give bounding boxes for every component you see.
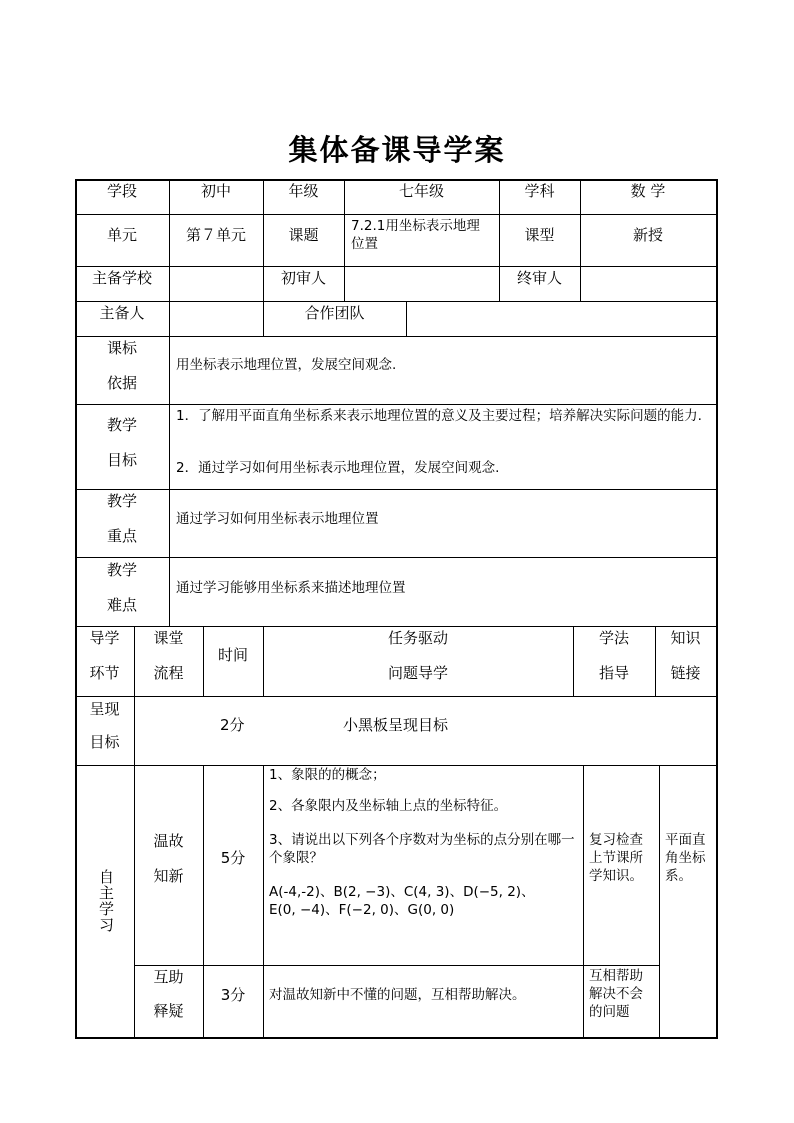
present-label-2: 目标 bbox=[89, 733, 120, 751]
question-2: 2、各象限内及坐标轴上点的坐标特征。 bbox=[269, 798, 508, 814]
unit-label: 单元 bbox=[106, 226, 137, 244]
difficulty-text: 通过学习能够用坐标系来描述地理位置 bbox=[176, 580, 406, 596]
flow-header-2: 流程 bbox=[153, 664, 184, 682]
guide-header-1: 导学 bbox=[89, 629, 120, 647]
review-time: 5分 bbox=[220, 849, 246, 867]
review-label-1: 温故 bbox=[153, 832, 184, 850]
guide-header-2: 环节 bbox=[89, 664, 120, 682]
points-line-2: E(0, −4)、F(−2, 0)、G(0, 0) bbox=[269, 902, 455, 918]
review-method: 复习检查上节课所学知识。 bbox=[589, 832, 643, 884]
present-content: 小黑板呈现目标 bbox=[343, 716, 449, 734]
grade-label: 年级 bbox=[288, 182, 319, 200]
lesson-type-value: 新授 bbox=[632, 226, 663, 244]
flow-header-1: 课堂 bbox=[153, 629, 184, 647]
page-title: 集体备课导学案 bbox=[288, 133, 506, 167]
standard-text: 用坐标表示地理位置，发展空间观念. bbox=[176, 357, 397, 373]
goal-2: 2．通过学习如何用坐标表示地理位置，发展空间观念. bbox=[176, 460, 500, 476]
help-label-2: 释疑 bbox=[153, 1002, 184, 1020]
team-label: 合作团队 bbox=[304, 304, 365, 322]
unit-value: 第７单元 bbox=[185, 226, 246, 244]
link-header-1: 知识 bbox=[670, 629, 701, 647]
lesson-plan-table bbox=[75, 179, 718, 1039]
grade-value: 七年级 bbox=[398, 182, 444, 200]
help-label-1: 互助 bbox=[153, 968, 184, 986]
present-time: 2分 bbox=[220, 716, 245, 734]
main-school-label: 主备学校 bbox=[91, 269, 152, 287]
goal-label-2: 目标 bbox=[106, 451, 137, 469]
question-3: 3、请说出以下列各个序数对为坐标的点分别在哪一个象限？ bbox=[269, 832, 575, 866]
question-1: 1、象限的的概念； bbox=[269, 767, 386, 783]
task-header-2: 问题导学 bbox=[387, 664, 448, 682]
first-reviewer-label: 初审人 bbox=[280, 269, 326, 287]
goal-1: 1．了解用平面直角坐标系来表示地理位置的意义及主要过程；培养解决实际问题的能力. bbox=[176, 408, 702, 424]
time-header: 时间 bbox=[217, 646, 248, 664]
link-header-2: 链接 bbox=[670, 664, 701, 682]
goal-label-1: 教学 bbox=[106, 416, 137, 434]
key-label-1: 教学 bbox=[106, 492, 137, 510]
standard-label-2: 依据 bbox=[106, 374, 137, 392]
topic-label: 课题 bbox=[288, 226, 319, 244]
difficulty-label-2: 难点 bbox=[106, 596, 137, 614]
topic-value: 7.2.1用坐标表示地理位置 bbox=[351, 218, 480, 252]
points-line-1: A(-4,-2)、B(2, −3)、C(4, 3)、D(−5, 2)、 bbox=[269, 884, 535, 900]
lesson-type-label: 课型 bbox=[524, 226, 555, 244]
task-header-1: 任务驱动 bbox=[387, 629, 448, 647]
review-link: 平面直角坐标系。 bbox=[665, 832, 706, 884]
help-content: 对温故知新中不懂的问题，互相帮助解决。 bbox=[269, 987, 526, 1003]
subject-label: 学科 bbox=[524, 182, 555, 200]
help-method: 互相帮助解决不会的问题 bbox=[589, 968, 643, 1020]
present-label-1: 呈现 bbox=[89, 700, 120, 718]
difficulty-label-1: 教学 bbox=[106, 561, 137, 579]
stage-value: 初中 bbox=[200, 182, 231, 200]
final-reviewer-label: 终审人 bbox=[516, 269, 562, 287]
standard-label-1: 课标 bbox=[106, 339, 137, 357]
method-header-2: 指导 bbox=[598, 664, 629, 682]
review-label-2: 知新 bbox=[153, 867, 184, 885]
stage-label: 学段 bbox=[106, 182, 137, 200]
subject-value: 数 学 bbox=[630, 182, 666, 200]
key-label-2: 重点 bbox=[106, 527, 137, 545]
help-time: 3分 bbox=[220, 986, 246, 1004]
method-header-1: 学法 bbox=[598, 629, 629, 647]
self-study-label: 自主学习 bbox=[97, 869, 115, 933]
key-text: 通过学习如何用坐标表示地理位置 bbox=[176, 511, 379, 527]
main-preparer-label: 主备人 bbox=[99, 304, 145, 322]
